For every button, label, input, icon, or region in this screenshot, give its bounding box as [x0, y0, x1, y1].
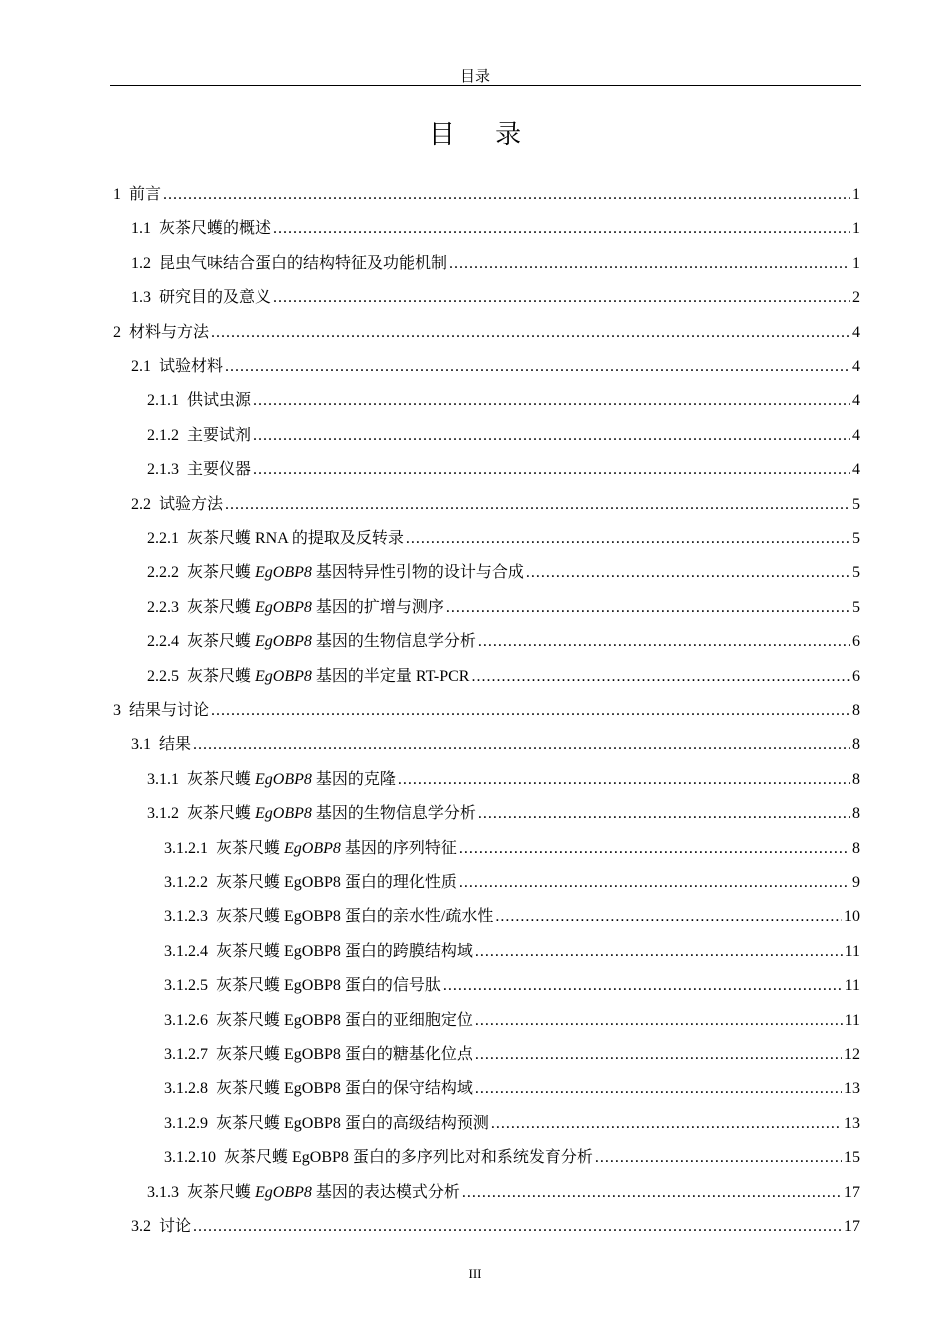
- toc-entry-gene-name: EgOBP8: [255, 598, 312, 616]
- toc-entry-label: [131, 253, 447, 275]
- toc-entry[interactable]: [131, 287, 860, 309]
- toc-entry-page: 13: [844, 1114, 860, 1132]
- toc-entry-number: 3.1.2.3: [164, 908, 208, 926]
- toc-entry[interactable]: [113, 700, 860, 722]
- toc-entry-title: 试验材料: [159, 358, 224, 375]
- toc-entry[interactable]: [131, 734, 860, 756]
- toc-entry[interactable]: [113, 184, 860, 206]
- toc-entry-number: 2.2.2: [147, 564, 179, 582]
- toc-entry-page: 17: [844, 1183, 860, 1201]
- dot-leader: [446, 597, 850, 619]
- running-header: 目录: [459, 69, 490, 85]
- toc-entry-title: 试验方法: [159, 495, 224, 513]
- toc-entry-title: 灰茶尺蠖 EgOBP8 蛋白的亚细胞定位: [216, 1011, 473, 1029]
- toc-entry[interactable]: [164, 906, 860, 928]
- header-rule: [110, 85, 861, 86]
- toc-entry-page: 8: [852, 736, 860, 754]
- toc-entry-page: 4: [852, 358, 860, 375]
- toc-entry-label: [131, 1216, 191, 1238]
- toc-entry-number: 2.1: [131, 358, 151, 375]
- toc-entry[interactable]: [147, 562, 860, 584]
- toc-entry-title: 灰茶尺蠖 RNA 的提取及反转录: [187, 530, 404, 547]
- toc-entry[interactable]: [113, 322, 860, 344]
- toc-entry-number: 2.2.5: [147, 667, 179, 685]
- toc-entry-label: [147, 666, 469, 688]
- toc-entry-title: 供试虫源: [187, 392, 252, 410]
- toc-entry-page: 4: [852, 461, 860, 479]
- toc-entry-page: 5: [852, 598, 860, 616]
- toc-entry-page: 5: [852, 564, 860, 582]
- toc-entry-title: 灰茶尺蠖: [187, 667, 256, 685]
- toc-entry-title: 材料与方法: [129, 323, 210, 341]
- toc-entry-number: 2: [113, 323, 121, 341]
- dot-leader: [478, 631, 850, 653]
- toc-entry-label: [164, 838, 457, 860]
- toc-entry-page: 4: [852, 323, 860, 341]
- toc-entry-title: 灰茶尺蠖 EgOBP8 蛋白的保守结构域: [216, 1080, 473, 1098]
- dot-leader: [211, 700, 850, 722]
- dot-leader: [526, 562, 850, 584]
- toc-entry-title: 灰茶尺蠖: [187, 1183, 256, 1201]
- toc-entry-number: 2.2.3: [147, 598, 179, 616]
- toc-entry-title-rest: 基因的扩增与测序: [311, 598, 444, 616]
- toc-entry-title-rest: 基因的表达模式分析: [311, 1183, 460, 1201]
- toc-entry-label: [164, 872, 457, 894]
- toc-entry-title: 灰茶尺蠖: [187, 564, 256, 582]
- dot-leader: [163, 184, 850, 206]
- dot-leader: [253, 425, 850, 447]
- toc-entry-gene-name: EgOBP8: [255, 564, 312, 582]
- toc-entry-page: 17: [844, 1218, 860, 1235]
- toc-entry-number: 3.1.2.4: [164, 942, 208, 960]
- toc-entry-page: 6: [852, 667, 860, 685]
- toc-entry[interactable]: [147, 528, 860, 550]
- toc-entry-title: 灰茶尺蠖 EgOBP8 蛋白的理化性质: [216, 874, 457, 891]
- toc-entry-page: 4: [852, 426, 860, 444]
- toc-entry-number: 3.1.3: [147, 1183, 179, 1201]
- toc-entry-page: 12: [844, 1046, 860, 1063]
- toc-entry-number: 2.2.1: [147, 530, 179, 547]
- toc-entry-number: 3.1: [131, 736, 151, 754]
- toc-entry[interactable]: [164, 941, 860, 963]
- toc-entry[interactable]: [147, 803, 860, 825]
- toc-entry-label: [164, 1044, 473, 1066]
- dot-leader: [225, 494, 850, 516]
- toc-entry-title: 灰茶尺蠖: [187, 770, 256, 788]
- toc-entry-number: 3.1.2.9: [164, 1114, 208, 1132]
- toc-entry-number: 3.1.2.1: [164, 839, 208, 857]
- toc-entry-page: 6: [852, 633, 860, 651]
- toc-entry-page: 11: [844, 1011, 860, 1029]
- toc-entry-number: 2.1.1: [147, 392, 179, 410]
- dot-leader: [211, 322, 850, 344]
- toc-entry[interactable]: [147, 769, 860, 791]
- toc-entry[interactable]: [147, 459, 860, 481]
- toc-entry-title: 灰茶尺蠖 EgOBP8 蛋白的亲水性/疏水性: [216, 908, 494, 926]
- toc-entry-number: 2.1.3: [147, 461, 179, 479]
- toc-entry[interactable]: [164, 1113, 860, 1135]
- toc-entry-number: 3.1.2: [147, 805, 179, 823]
- toc-entry-number: 3.1.2.8: [164, 1080, 208, 1098]
- toc-entry-title-rest: 基因特异性引物的设计与合成: [311, 564, 524, 582]
- toc-entry-title-rest: 基因的克隆: [311, 770, 396, 788]
- dot-leader: [273, 287, 850, 309]
- toc-entry-gene-name: EgOBP8: [255, 1183, 312, 1201]
- dot-leader: [443, 975, 843, 997]
- toc-entry-label: [131, 356, 223, 378]
- toc-entry-number: 2.2: [131, 495, 151, 513]
- dot-leader: [253, 459, 850, 481]
- toc-entry-title: 结果: [159, 736, 192, 754]
- toc-entry-label: [147, 803, 476, 825]
- dot-leader: [478, 803, 850, 825]
- toc-entry-page: 1: [852, 220, 860, 238]
- toc-entry-page: 8: [852, 805, 860, 823]
- toc-entry-number: 1.2: [131, 254, 151, 272]
- toc-entry-title: 讨论: [159, 1218, 192, 1235]
- dot-leader: [459, 872, 850, 894]
- dot-leader: [491, 1113, 842, 1135]
- dot-leader: [398, 769, 850, 791]
- toc-entry[interactable]: [131, 218, 860, 240]
- toc-entry-label: [131, 734, 191, 756]
- toc-entry[interactable]: [164, 872, 860, 894]
- toc-entry-number: 3.2: [131, 1218, 151, 1235]
- toc-entry-gene-name: EgOBP8: [255, 633, 312, 651]
- toc-entry-title: 灰茶尺蠖: [187, 633, 256, 651]
- toc-entry-title: 灰茶尺蠖: [187, 598, 256, 616]
- toc-entry-label: [113, 184, 161, 206]
- dot-leader: [475, 941, 843, 963]
- dot-leader: [225, 356, 850, 378]
- toc-entry-label: [131, 218, 271, 240]
- dot-leader: [495, 906, 842, 928]
- dot-leader: [475, 1010, 843, 1032]
- toc-entry-label: [147, 769, 396, 791]
- toc-entry-title: 灰茶尺蠖 EgOBP8 蛋白的糖基化位点: [216, 1046, 473, 1063]
- dot-leader: [406, 528, 850, 550]
- toc-entry-label: [131, 287, 271, 309]
- toc-entry-title: 前言: [129, 186, 162, 203]
- toc-entry[interactable]: [147, 597, 860, 619]
- toc-entry-number: 3.1.2.7: [164, 1046, 208, 1063]
- toc-entry-label: [147, 459, 251, 481]
- toc-entry-gene-name: EgOBP8: [255, 667, 312, 685]
- toc-entry-number: 3: [113, 702, 121, 719]
- toc-entry-page: 9: [852, 874, 860, 891]
- toc-entry-title-rest: 基因的半定量 RT-PCR: [311, 667, 470, 685]
- toc-entry-title: 灰茶尺蠖 EgOBP8 蛋白的多序列比对和系统发育分析: [224, 1149, 593, 1167]
- toc-entry[interactable]: [164, 1044, 860, 1066]
- toc-entry-page: 11: [844, 942, 860, 960]
- toc-entry[interactable]: [147, 666, 860, 688]
- toc-entry-page: 8: [852, 702, 860, 719]
- page-title: 目 录: [428, 120, 538, 150]
- dot-leader: [193, 1216, 842, 1238]
- toc-entry-label: [147, 631, 476, 653]
- dot-leader: [471, 666, 850, 688]
- toc-entry-label: [164, 1113, 489, 1135]
- dot-leader: [462, 1182, 842, 1204]
- toc-entry-label: [164, 941, 473, 963]
- toc-entry-label: [113, 322, 209, 344]
- toc-entry-title-rest: 基因的生物信息学分析: [311, 633, 476, 651]
- toc-entry[interactable]: [131, 356, 860, 378]
- toc-entry-title-rest: 基因的序列特征: [340, 839, 457, 857]
- toc-entry-label: [164, 975, 441, 997]
- toc-entry-gene-name: EgOBP8: [255, 805, 312, 823]
- toc-entry-page: 5: [852, 495, 860, 513]
- toc-entry-title: 灰茶尺蠖 EgOBP8 蛋白的跨膜结构域: [216, 942, 473, 960]
- dot-leader: [459, 838, 850, 860]
- toc-entry-number: 1.1: [131, 220, 151, 238]
- toc-entry-label: [147, 562, 524, 584]
- dot-leader: [595, 1147, 842, 1169]
- toc-entry-title: 研究目的及意义: [159, 289, 272, 307]
- toc-entry-page: 10: [844, 908, 860, 926]
- toc-entry-number: 1.3: [131, 289, 151, 307]
- toc-entry-title: 灰茶尺蠖: [216, 839, 285, 857]
- toc-entry-page: 11: [844, 977, 860, 995]
- dot-leader: [475, 1044, 842, 1066]
- toc-entry-gene-name: EgOBP8: [255, 770, 312, 788]
- toc-entry[interactable]: [131, 253, 860, 275]
- toc-entry-page: 13: [844, 1080, 860, 1098]
- toc-entry-label: [147, 425, 251, 447]
- toc-entry-title: 灰茶尺蠖的概述: [159, 220, 272, 238]
- toc-entry-number: 3.1.2.2: [164, 874, 208, 891]
- toc-entry-title: 主要仪器: [187, 461, 252, 479]
- dot-leader: [193, 734, 850, 756]
- toc-entry-page: 15: [844, 1149, 860, 1167]
- toc-entry-label: [147, 597, 444, 619]
- toc-entry-page: 2: [852, 289, 860, 307]
- toc-entry-label: [113, 700, 209, 722]
- toc-entry[interactable]: [147, 1182, 860, 1204]
- toc-entry[interactable]: [164, 1010, 860, 1032]
- toc-entry-number: 3.1.2.10: [164, 1149, 216, 1167]
- toc-entry[interactable]: [164, 975, 860, 997]
- page-number: III: [468, 1266, 482, 1281]
- toc-entry[interactable]: [147, 425, 860, 447]
- toc-entry-number: 1: [113, 186, 121, 203]
- toc-entry-label: [147, 390, 251, 412]
- toc-entry-number: 3.1.2.5: [164, 977, 208, 995]
- toc-entry-label: [164, 906, 493, 928]
- toc-entry-title: 灰茶尺蠖 EgOBP8 蛋白的信号肽: [216, 977, 441, 995]
- dot-leader: [449, 253, 850, 275]
- toc-entry-title: 灰茶尺蠖 EgOBP8 蛋白的高级结构预测: [216, 1114, 489, 1132]
- toc-entry-title: 主要试剂: [187, 426, 252, 444]
- toc-entry[interactable]: [147, 390, 860, 412]
- toc-entry-page: 4: [852, 392, 860, 410]
- toc-entry-title: 结果与讨论: [129, 702, 210, 719]
- toc-entry-label: [147, 528, 404, 550]
- toc-entry-page: 8: [852, 770, 860, 788]
- toc-entry[interactable]: [147, 631, 860, 653]
- toc-entry-page: 8: [852, 839, 860, 857]
- toc-entry-title-rest: 基因的生物信息学分析: [311, 805, 476, 823]
- toc-entry-page: 5: [852, 530, 860, 547]
- toc-entry[interactable]: [164, 1147, 860, 1169]
- toc-entry-label: [164, 1078, 473, 1100]
- toc-entry[interactable]: [131, 1216, 860, 1238]
- toc-entry-title: 灰茶尺蠖: [187, 805, 256, 823]
- toc-entry-label: [147, 1182, 460, 1204]
- toc-entry-page: 1: [852, 186, 860, 203]
- toc-entry-page: 1: [852, 254, 860, 272]
- toc-entry-gene-name: EgOBP8: [284, 839, 341, 857]
- dot-leader: [253, 390, 850, 412]
- toc-entry-number: 2.2.4: [147, 633, 179, 651]
- toc-entry[interactable]: [131, 494, 860, 516]
- toc-entry-label: [164, 1147, 593, 1169]
- toc-entry-label: [164, 1010, 473, 1032]
- toc-entry[interactable]: [164, 838, 860, 860]
- dot-leader: [273, 218, 850, 240]
- toc-entry-label: [131, 494, 223, 516]
- toc-entry[interactable]: [164, 1078, 860, 1100]
- dot-leader: [475, 1078, 842, 1100]
- toc-entry-number: 3.1.2.6: [164, 1011, 208, 1029]
- toc-entry-number: 2.1.2: [147, 426, 179, 444]
- toc-entry-title: 昆虫气味结合蛋白的结构特征及功能机制: [159, 254, 448, 272]
- toc-entry-number: 3.1.1: [147, 770, 179, 788]
